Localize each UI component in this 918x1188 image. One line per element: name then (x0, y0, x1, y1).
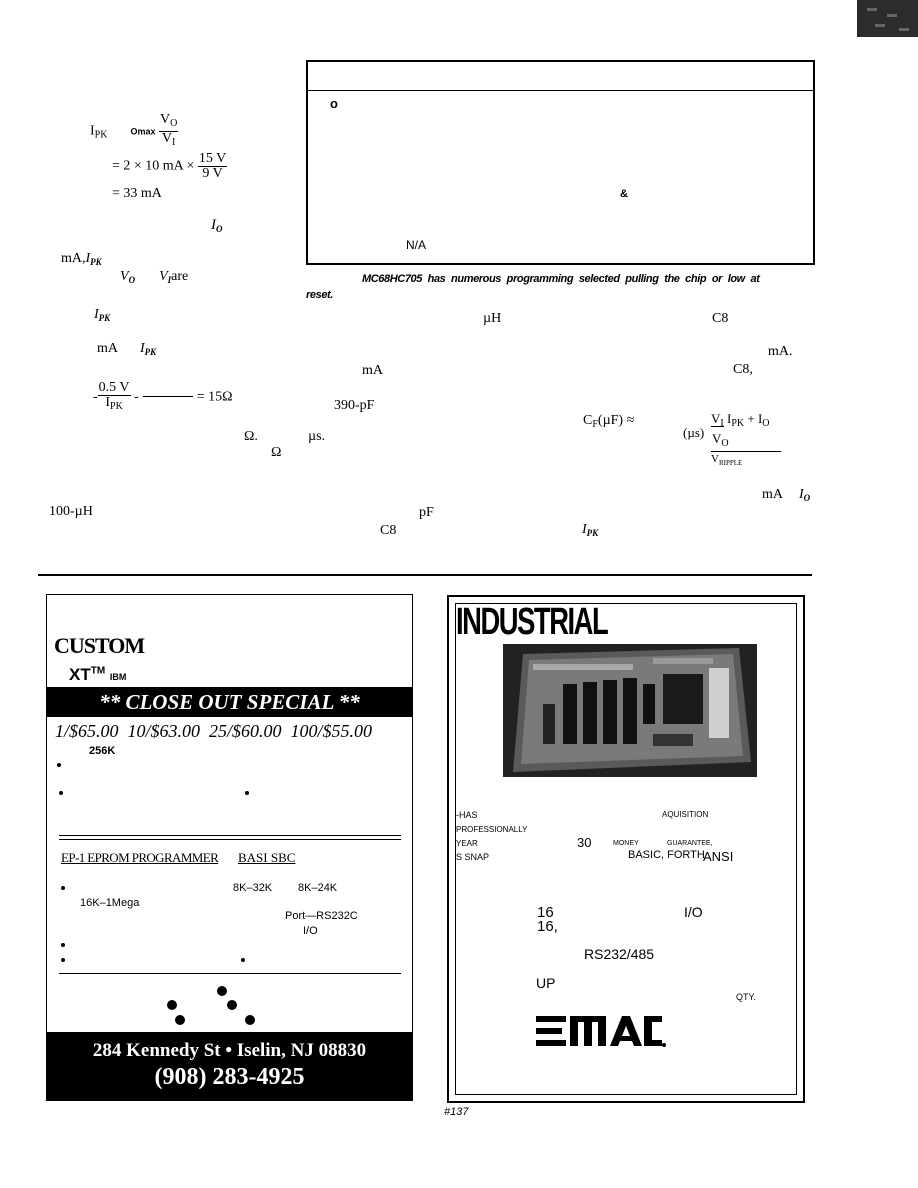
closeout-banner: ** CLOSE OUT SPECIAL ** (47, 687, 412, 717)
ipk-symbol-2: $I_{PK}$ (582, 522, 599, 538)
ma-ipk-2: mA $I_{PK}$ (97, 341, 157, 357)
ad-io: I/O (303, 925, 318, 937)
company-phone: (908) 283-4925 (154, 1064, 305, 1090)
ohm-symbol: Ω. (244, 429, 258, 444)
ad-8k-32k: 8K–32K (233, 882, 273, 894)
uh-unit: µH (483, 311, 502, 326)
section-divider (38, 574, 812, 576)
ad-qty: QTY. (736, 992, 756, 1002)
sidebar-ampersand: & (620, 188, 628, 200)
ad-io-right: I/O (684, 904, 703, 920)
bullet (61, 943, 65, 947)
bullet (61, 886, 65, 890)
pf-unit: pF (419, 505, 434, 520)
c8-label: C8 (712, 311, 729, 326)
ipk-result: = 33 mA (112, 186, 162, 201)
ad-custom-heading: CUSTOM (54, 633, 145, 658)
figure-caption-2: reset. (306, 289, 333, 301)
ad-16b: 16, (537, 918, 558, 935)
page-corner-tab (857, 0, 918, 37)
ad-basic-forth: BASIC, FORTH (628, 849, 705, 861)
ipk-symbol: $I_{PK}$ (94, 307, 111, 323)
bullet (61, 958, 65, 962)
ad-port-rs232c: Port—RS232C (285, 910, 358, 922)
figure-caption: MC68HC705 has numerous programming selected pulling the chip or low at (362, 273, 760, 285)
reader-service-number: #137 (444, 1106, 469, 1118)
ad-16: 16 (537, 904, 554, 921)
io-symbol: $I_O$ (211, 217, 223, 234)
price-list: 1/$65.00 10/$63.00 25/$60.00 100/$55.00 (55, 721, 373, 741)
inductor-value: 100-µH (49, 504, 93, 519)
ad-aquisition: AQUISITION (662, 810, 709, 819)
ad-divider (59, 835, 401, 836)
resistance-formula: - $\frac{0.5 V}{I_{PK}}$ - = 15Ω (93, 380, 233, 412)
ad-has: -HAS (456, 810, 478, 820)
bullet (59, 791, 63, 795)
ad-rs232-485: RS232/485 (584, 946, 655, 962)
vo-vi: $V_O$ $V_Iare$ (120, 269, 189, 285)
programmer-heading: EP-1 EPROM PROGRAMMER (61, 850, 219, 865)
ma-unit: mA. (768, 344, 793, 359)
cf-vi-over: $V_I$ $I_{PK} + I_O$ (711, 411, 770, 429)
bullet (217, 986, 227, 996)
capacitor-value: 390-pF (334, 398, 375, 413)
emac-logo (536, 1014, 666, 1053)
ad-guarantee: GUARANTEE, (667, 840, 713, 847)
ad-up: UP (536, 975, 556, 991)
ad-30: 30 (577, 835, 592, 850)
ad-professionally: PROFESSIONALLY (456, 825, 528, 834)
sbc-heading: BASI SBC (238, 850, 296, 865)
ohm-symbol-2: Ω (271, 445, 282, 460)
sidebar-box (306, 60, 815, 265)
bullet (241, 958, 245, 962)
bullet (227, 1000, 237, 1010)
circuit-board-photo (503, 644, 757, 777)
bullet (167, 1000, 177, 1010)
cf-us: (µs) (683, 425, 705, 440)
ad-money: MONEY (613, 840, 639, 847)
bullet (245, 1015, 255, 1025)
ad-divider-3 (59, 973, 401, 974)
bullet (175, 1015, 185, 1025)
sidebar-na: N/A (406, 238, 427, 252)
ad-256k: 256K (89, 745, 116, 757)
ad-16k-1mega: 16K–1Mega (80, 897, 140, 909)
sidebar-text-o: o (330, 96, 338, 111)
bullet (245, 791, 249, 795)
ad-ansi: ANSI (703, 849, 734, 864)
c8-label-2: C8, (733, 362, 753, 377)
ad-divider-2 (59, 839, 401, 840)
contact-footer (47, 1032, 412, 1101)
ma-ipk: $mA,I_{PK}$ (61, 251, 102, 267)
ad-snap: S SNAP (456, 852, 490, 862)
c8-label-3: C8 (380, 523, 397, 538)
ma-io: mA $I_O$ (762, 487, 811, 503)
ipk-formula: $I_{PK}$ Omax $\frac{V_O}{V_I}$ (90, 112, 178, 148)
ad-year: YEAR (456, 839, 478, 848)
cf-formula: $C_F(\mu F)$ ≈ (583, 413, 635, 430)
us-symbol: µs. (308, 429, 326, 444)
ma-unit-2: mA (362, 363, 383, 378)
industrial-heading: INDUSTRIAL (456, 601, 608, 643)
ipk-formula-values: = 2 × 10 mA × $\frac{15 V}{9 V}$ (112, 151, 227, 181)
sidebar-rule (308, 90, 813, 91)
custom-pc-ad (46, 594, 413, 1101)
ad-xt-ibm: XT™ IBM (69, 665, 127, 684)
company-address: 284 Kennedy St • Iselin, NJ 08830 (92, 1040, 367, 1061)
ad-8k-24k: 8K–24K (298, 882, 338, 894)
cf-fraction: $\frac{V_O}{V_{RIPPLE}}$ (711, 432, 781, 470)
bullet (57, 763, 61, 767)
